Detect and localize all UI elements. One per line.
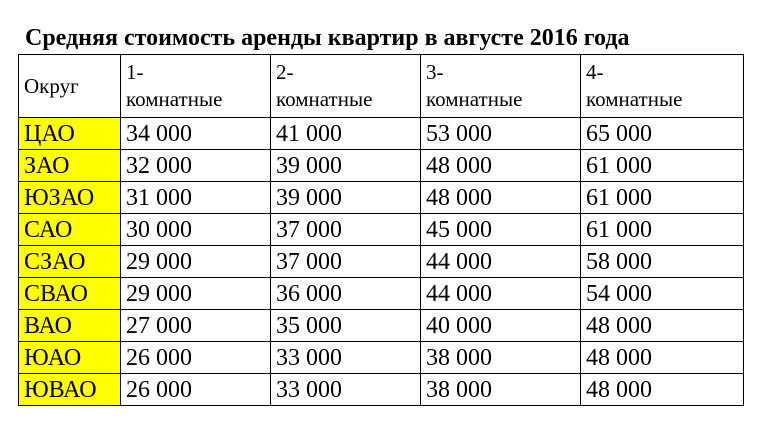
- table-row: [19, 118, 744, 150]
- header-1-room-number: 1-: [126, 60, 144, 84]
- price-cell-3-room: 40 000: [421, 310, 581, 342]
- district-cell: СЗАО: [19, 246, 121, 278]
- header-1-room: [121, 55, 271, 118]
- price-cell-4-room: 48 000: [581, 310, 744, 342]
- district-cell: ЦАО: [19, 118, 121, 150]
- table-row: [19, 246, 744, 278]
- price-cell-4-room: 61 000: [581, 150, 744, 182]
- price-cell-3-room: 53 000: [421, 118, 581, 150]
- header-2-room: [271, 55, 421, 118]
- price-cell-2-room: 39 000: [271, 150, 421, 182]
- district-cell: ВАО: [19, 310, 121, 342]
- price-cell-2-room: 41 000: [271, 118, 421, 150]
- price-cell-1-room: 32 000: [121, 150, 271, 182]
- district-cell: ЮЗАО: [19, 182, 121, 214]
- header-2-room-label: комнатные: [276, 87, 373, 111]
- price-cell-2-room: 36 000: [271, 278, 421, 310]
- price-cell-2-room: 39 000: [271, 182, 421, 214]
- table-row: [19, 342, 744, 374]
- price-cell-3-room: 38 000: [421, 374, 581, 406]
- price-cell-4-room: 48 000: [581, 374, 744, 406]
- table-row: [19, 150, 744, 182]
- price-cell-3-room: 45 000: [421, 214, 581, 246]
- table-row: [19, 214, 744, 246]
- header-district: [19, 55, 121, 118]
- price-cell-4-room: 58 000: [581, 246, 744, 278]
- table-body: [19, 118, 744, 406]
- price-cell-3-room: 48 000: [421, 150, 581, 182]
- price-cell-1-room: 34 000: [121, 118, 271, 150]
- header-district-label: Округ: [24, 73, 79, 98]
- price-cell-1-room: 27 000: [121, 310, 271, 342]
- price-cell-2-room: 37 000: [271, 214, 421, 246]
- header-2-room-number: 2-: [276, 60, 294, 84]
- price-cell-1-room: 29 000: [121, 246, 271, 278]
- header-1-room-label: комнатные: [126, 87, 223, 111]
- price-cell-1-room: 26 000: [121, 374, 271, 406]
- header-4-room-number: 4-: [586, 60, 604, 84]
- rent-table: [18, 54, 744, 406]
- price-cell-1-room: 30 000: [121, 214, 271, 246]
- header-3-room-label: комнатные: [426, 87, 523, 111]
- price-cell-1-room: 31 000: [121, 182, 271, 214]
- price-cell-3-room: 48 000: [421, 182, 581, 214]
- price-cell-4-room: 65 000: [581, 118, 744, 150]
- price-cell-4-room: 48 000: [581, 342, 744, 374]
- table-row: [19, 182, 744, 214]
- price-cell-4-room: 61 000: [581, 214, 744, 246]
- district-cell: ЮВАО: [19, 374, 121, 406]
- table-row: [19, 310, 744, 342]
- header-4-room-label: комнатные: [586, 87, 683, 111]
- price-cell-3-room: 38 000: [421, 342, 581, 374]
- price-cell-2-room: 35 000: [271, 310, 421, 342]
- header-row: [19, 55, 744, 118]
- price-cell-4-room: 61 000: [581, 182, 744, 214]
- header-3-room-number: 3-: [426, 60, 444, 84]
- district-cell: САО: [19, 214, 121, 246]
- district-cell: ЮАО: [19, 342, 121, 374]
- price-cell-2-room: 33 000: [271, 374, 421, 406]
- table-header: [19, 55, 744, 118]
- price-cell-1-room: 29 000: [121, 278, 271, 310]
- page-title: Средняя стоимость аренды квартир в августе 2016 года: [25, 25, 630, 51]
- district-cell: ЗАО: [19, 150, 121, 182]
- price-cell-2-room: 33 000: [271, 342, 421, 374]
- price-cell-3-room: 44 000: [421, 246, 581, 278]
- price-cell-2-room: 37 000: [271, 246, 421, 278]
- district-cell: СВАО: [19, 278, 121, 310]
- header-3-room: [421, 55, 581, 118]
- price-cell-3-room: 44 000: [421, 278, 581, 310]
- price-cell-4-room: 54 000: [581, 278, 744, 310]
- header-4-room: [581, 55, 744, 118]
- table-row: [19, 278, 744, 310]
- price-cell-1-room: 26 000: [121, 342, 271, 374]
- table-row: [19, 374, 744, 406]
